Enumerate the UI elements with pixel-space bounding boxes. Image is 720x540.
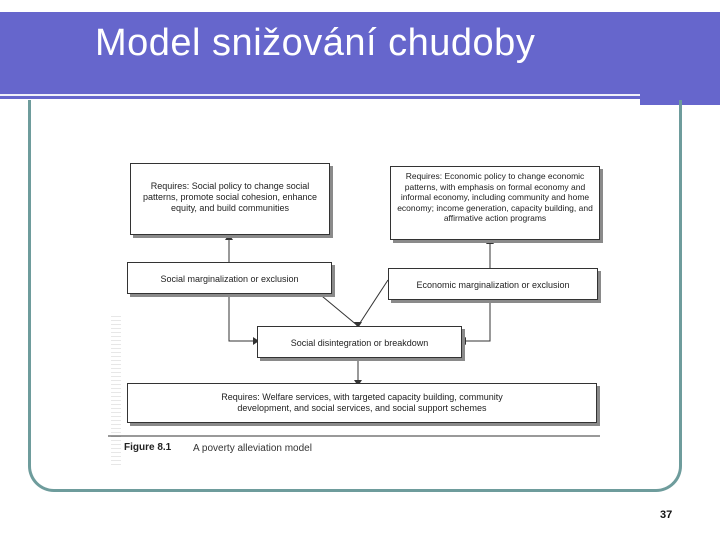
- social-marginalization-box: [127, 262, 332, 294]
- economic-marginalization-box: [388, 268, 598, 300]
- welfare-requirements-box: [127, 383, 597, 423]
- connector-economic-down: [462, 300, 490, 341]
- connector-social-down: [229, 288, 257, 341]
- economic-marginalization-text: Economic marginalization or exclusion: [416, 280, 570, 290]
- social-requirements-text: Requires: Social policy to change social patterns, promote social cohesion, enhance equity, and build communities: [142, 181, 318, 213]
- social-marginalization-text: Social marginalization or exclusion: [160, 274, 299, 284]
- welfare-requirements-text: Requires: Welfare services, with targeted capacity building, community development, and social services, and social support schemes: [221, 392, 503, 413]
- social-requirements-box: [130, 163, 330, 235]
- connector-economic-cross: [358, 280, 388, 326]
- figure-number: Figure 8.1: [124, 442, 172, 453]
- economic-requirements-box: [390, 166, 600, 240]
- page-number: 37: [660, 509, 673, 521]
- slide-title: Model snižování chudoby: [95, 22, 536, 64]
- figure-caption: A poverty alleviation model: [193, 443, 312, 454]
- social-disintegration-text: Social disintegration or breakdown: [290, 338, 429, 348]
- social-disintegration-box: [257, 326, 462, 358]
- economic-requirements-text: Requires: Economic policy to change economic patterns, with emphasis on formal economy and informal economy, including community and home economy; income generation, capacity building, and affirmative action programs: [397, 171, 593, 223]
